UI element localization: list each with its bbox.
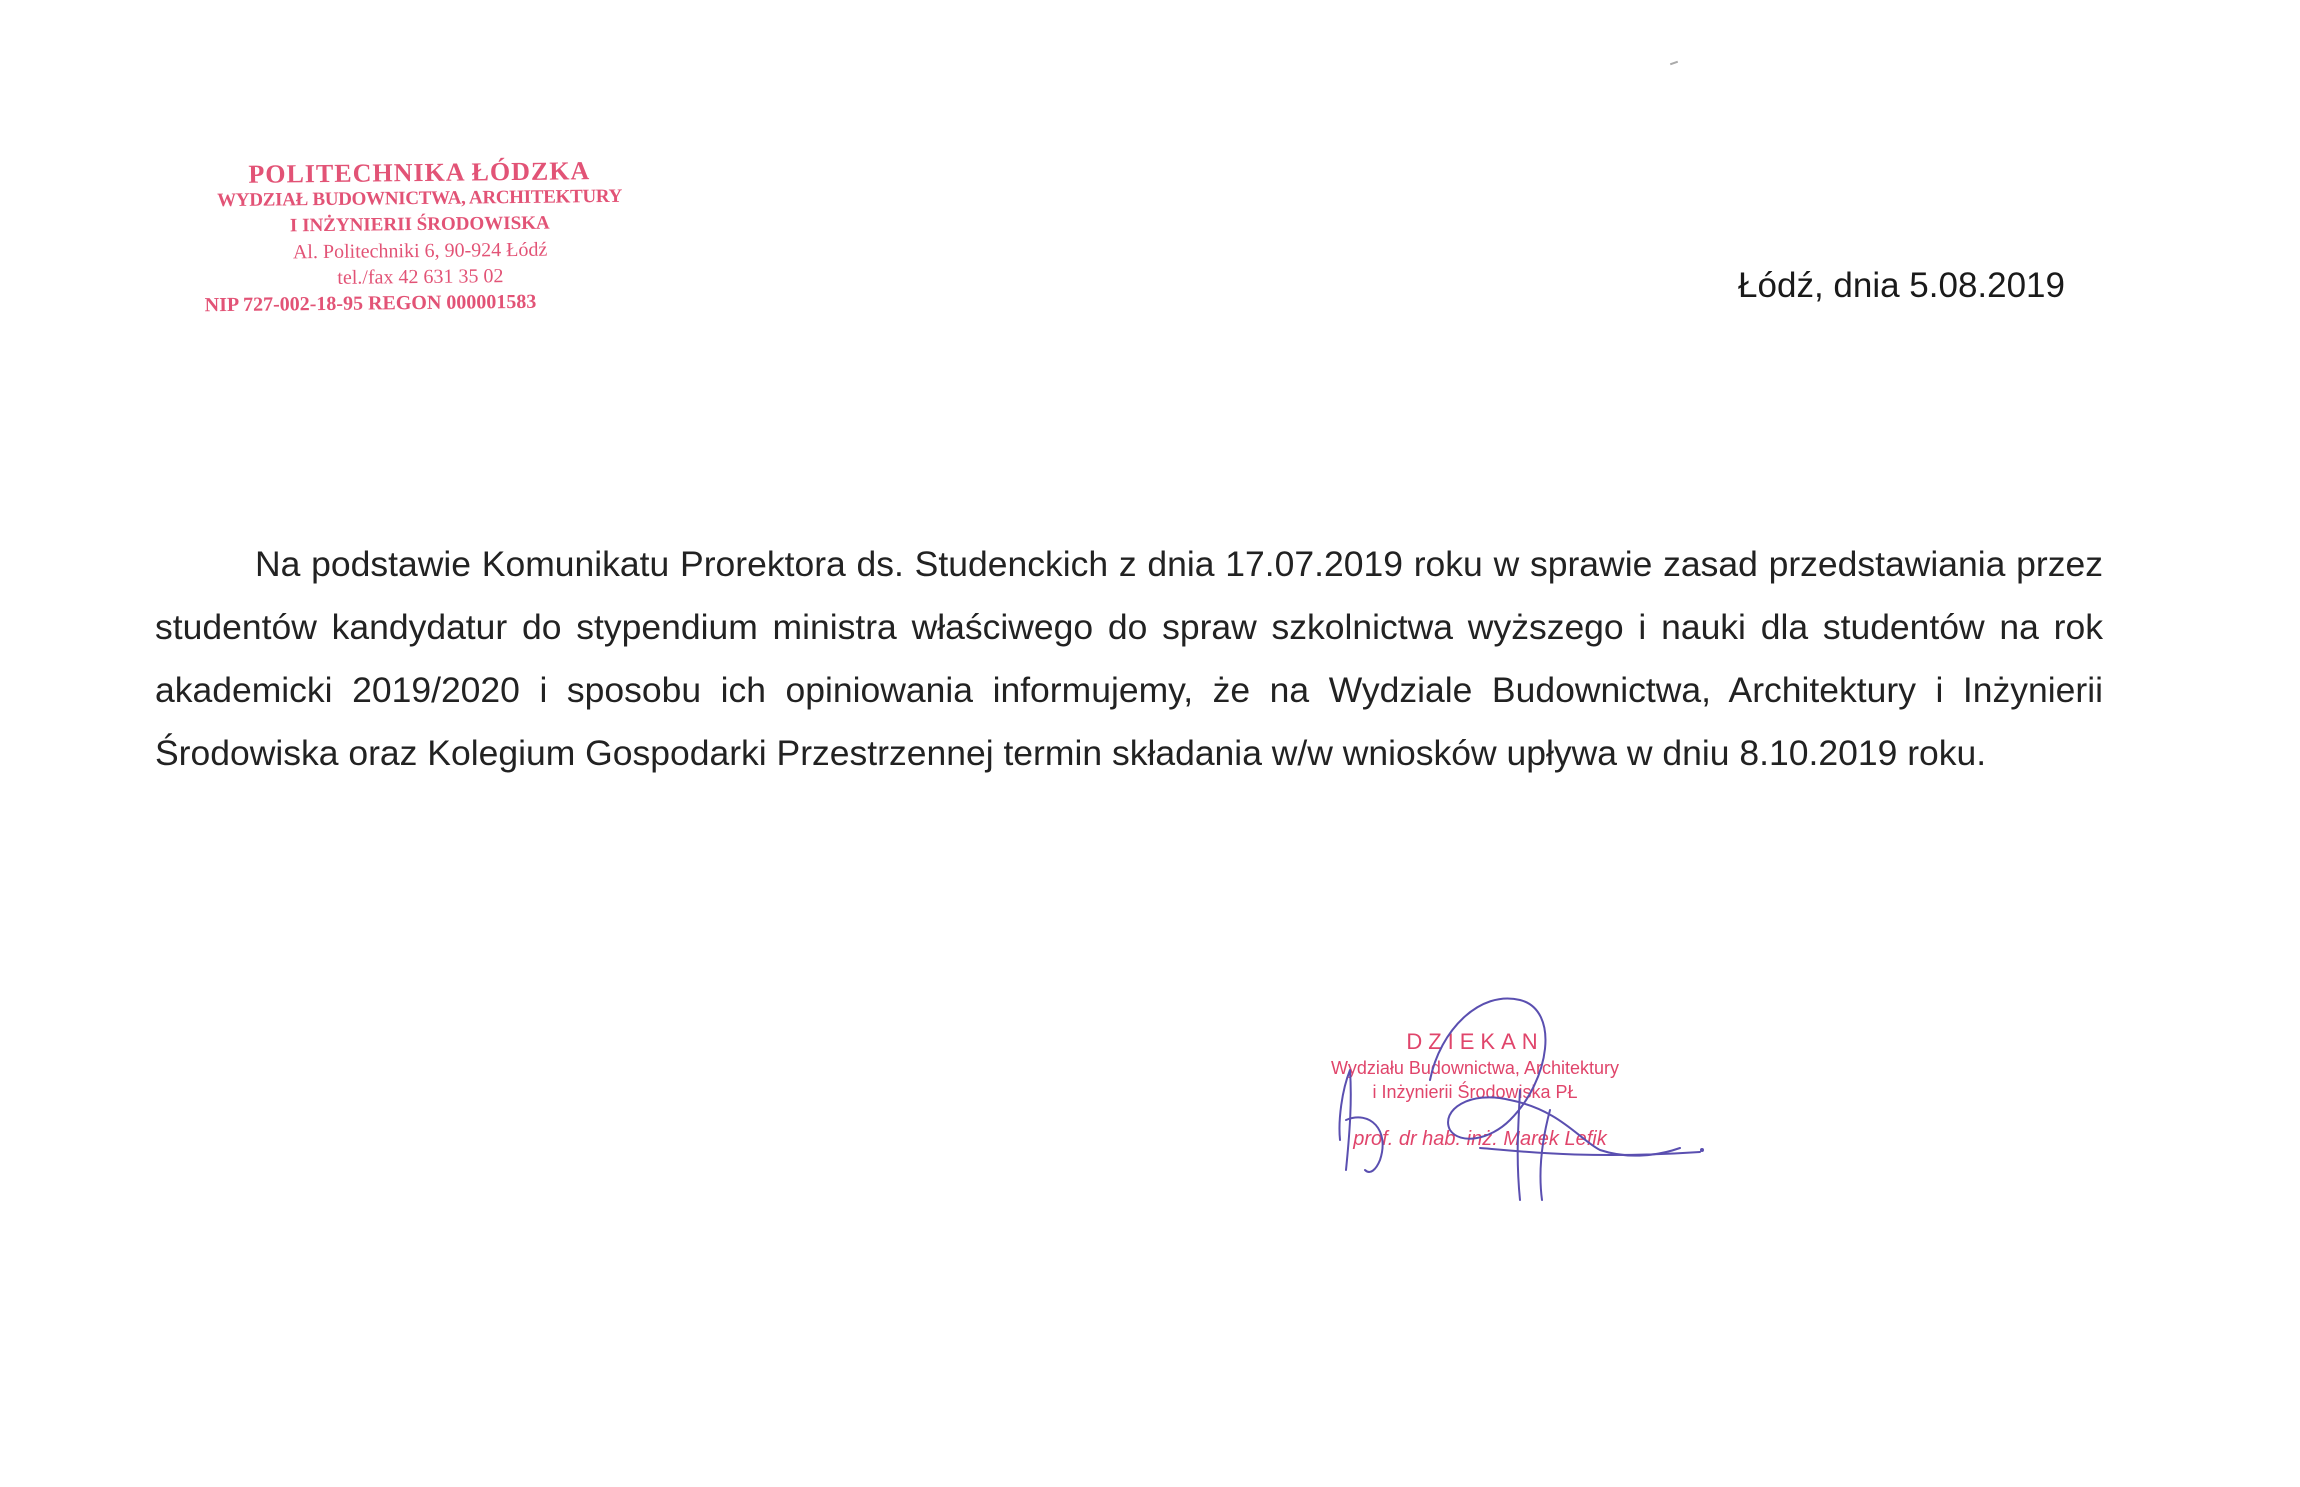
stamp-line-faculty: WYDZIAŁ BUDOWNICTWA, ARCHITEKTURY (217, 185, 623, 212)
stamp-line-university: POLITECHNIKA ŁÓDZKA (248, 156, 591, 189)
dean-department-line1: Wydziału Budownictwa, Architektury (1331, 1058, 1619, 1078)
stamp-line-phone: tel./fax 42 631 35 02 (337, 265, 504, 289)
stamp-line-faculty-cont: I INŻYNIERII ŚRODOWISKA (289, 212, 550, 237)
place-date: Łódź, dnia 5.08.2019 (1738, 266, 2065, 305)
scan-speck (1670, 61, 1678, 66)
dean-department-line2: i Inżynierii Środowiska PŁ (1372, 1082, 1578, 1102)
dean-title: DZIEKAN (1406, 1029, 1544, 1054)
letter-body: Na podstawie Komunikatu Prorektora ds. Studenckich z dnia 17.07.2019 roku w sprawie zasad przedstawiania przez studentów kandydatur do stypendium ministra właściwego do spraw szkolnictwa wyższego i nauki dla studentów na rok akademicki 2019/2020 i sposobu ich opiniowania informujemy, że na Wydziale Budownictwa, Architektury i Inżynierii Środowiska oraz Kolegium Gospodarki Przestrzennej termin składania w/w wniosków upływa w dniu 8.10.2019 roku. (155, 544, 2103, 773)
institution-stamp (199, 158, 641, 319)
dean-name: prof. dr hab. inż. Marek Lefik (1353, 1128, 1607, 1150)
stamp-line-tax-ids: NIP 727-002-18-95 REGON 000001583 (204, 290, 537, 317)
stamp-line-address: Al. Politechniki 6, 90-924 Łódź (292, 238, 548, 264)
dean-stamp (1270, 1028, 1680, 1154)
